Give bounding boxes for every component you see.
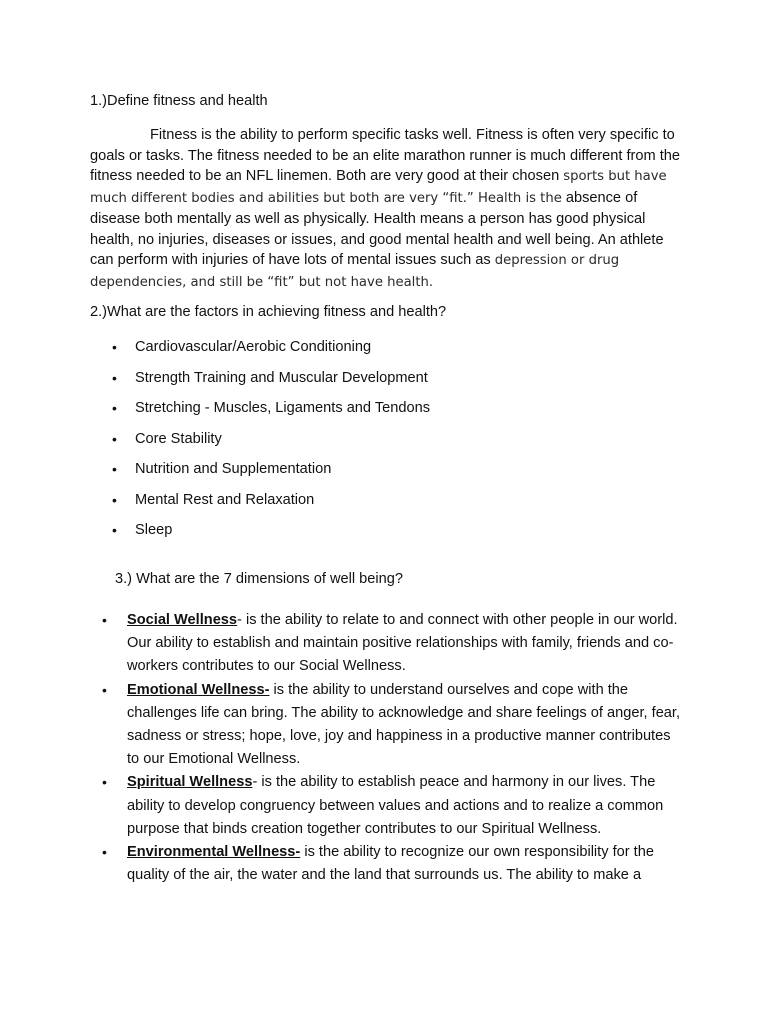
bullet-icon: • [112, 339, 117, 355]
fitness-health-definition [90, 125, 686, 293]
list-item [102, 609, 682, 679]
dimension-title: Emotional Wellness- [127, 681, 270, 698]
dimensions-list [102, 609, 682, 887]
question-1-heading: 1.)Define fitness and health [90, 93, 268, 109]
list-item [112, 337, 430, 368]
bullet-icon: • [112, 400, 117, 416]
factor-label: Sleep [135, 522, 173, 538]
definition-segment: absence of disease both mentally as well as physically. Health means a person has good physical health, no injuries, diseases or issues, and good mental health and well being. An athlete can perform with injuries of have lots of mental issues such as [90, 189, 664, 268]
factors-list [112, 337, 430, 551]
dimension-text: is the ability to recognize our own responsibility for the quality of the air, the water and the land that surrounds us. The ability to make a [127, 844, 654, 884]
question-2-heading: 2.)What are the factors in achieving fitness and health? [90, 304, 447, 320]
definition-segment: depression or drug dependencies, and still be “fit” but not have health. [90, 253, 620, 290]
question-3-heading: 3.) What are the 7 dimensions of well being? [115, 571, 403, 587]
definition-segment: sports but have much different bodies and abilities but both are very “fit.” Health is the [90, 169, 667, 206]
bullet-icon: • [112, 461, 117, 477]
factor-label: Strength Training and Muscular Development [135, 369, 428, 386]
list-item [112, 459, 430, 490]
list-item [112, 520, 430, 551]
bullet-icon: • [102, 612, 107, 628]
bullet-icon: • [102, 774, 107, 791]
list-item [102, 841, 682, 887]
dimension-text: - is the ability to relate to and connect with other people in our world. Our ability to establish and maintain positive relationships with family, friends and co-workers contributes to our Social Wellness. [127, 612, 678, 675]
bullet-icon: • [112, 491, 117, 508]
factor-label: Cardiovascular/Aerobic Conditioning [135, 339, 372, 355]
list-item [112, 429, 430, 460]
factor-label: Mental Rest and Relaxation [135, 491, 315, 508]
dimension-text: - is the ability to establish peace and harmony in our lives. The ability to develop congruency between values and actions and to realize a common purpose that binds creation together contributes to our Spiritual Wellness. [127, 774, 664, 837]
factor-label: Core Stability [135, 430, 222, 447]
dimension-text: is the ability to understand ourselves and cope with the challenges life can bring. The ability to acknowledge and share feelings of anger, fear, sadness or stress; hope, love, joy and happiness in a productive manner contributes to our Emotional Wellness. [127, 681, 681, 768]
factor-label: Stretching - Muscles, Ligaments and Tendons [135, 400, 431, 416]
bullet-icon: • [112, 430, 117, 447]
definition-segment: Fitness is the ability to perform specific tasks well. Fitness is often very specific to goals or tasks. The fitness needed to be an elite marathon runner is much different from the fitness needed to be an NFL linemen. Both are very good at their chosen [90, 127, 681, 184]
bullet-icon: • [102, 681, 107, 698]
list-item [102, 771, 682, 841]
list-item [102, 679, 682, 772]
list-item [112, 490, 430, 521]
dimension-title: Social Wellness [127, 612, 238, 628]
bullet-icon: • [102, 844, 107, 861]
list-item [112, 398, 430, 429]
dimension-title: Spiritual Wellness [127, 774, 253, 791]
list-item [112, 368, 430, 399]
bullet-icon: • [112, 369, 117, 386]
dimension-title: Environmental Wellness- [127, 844, 301, 861]
bullet-icon: • [112, 522, 117, 538]
factor-label: Nutrition and Supplementation [135, 461, 332, 477]
